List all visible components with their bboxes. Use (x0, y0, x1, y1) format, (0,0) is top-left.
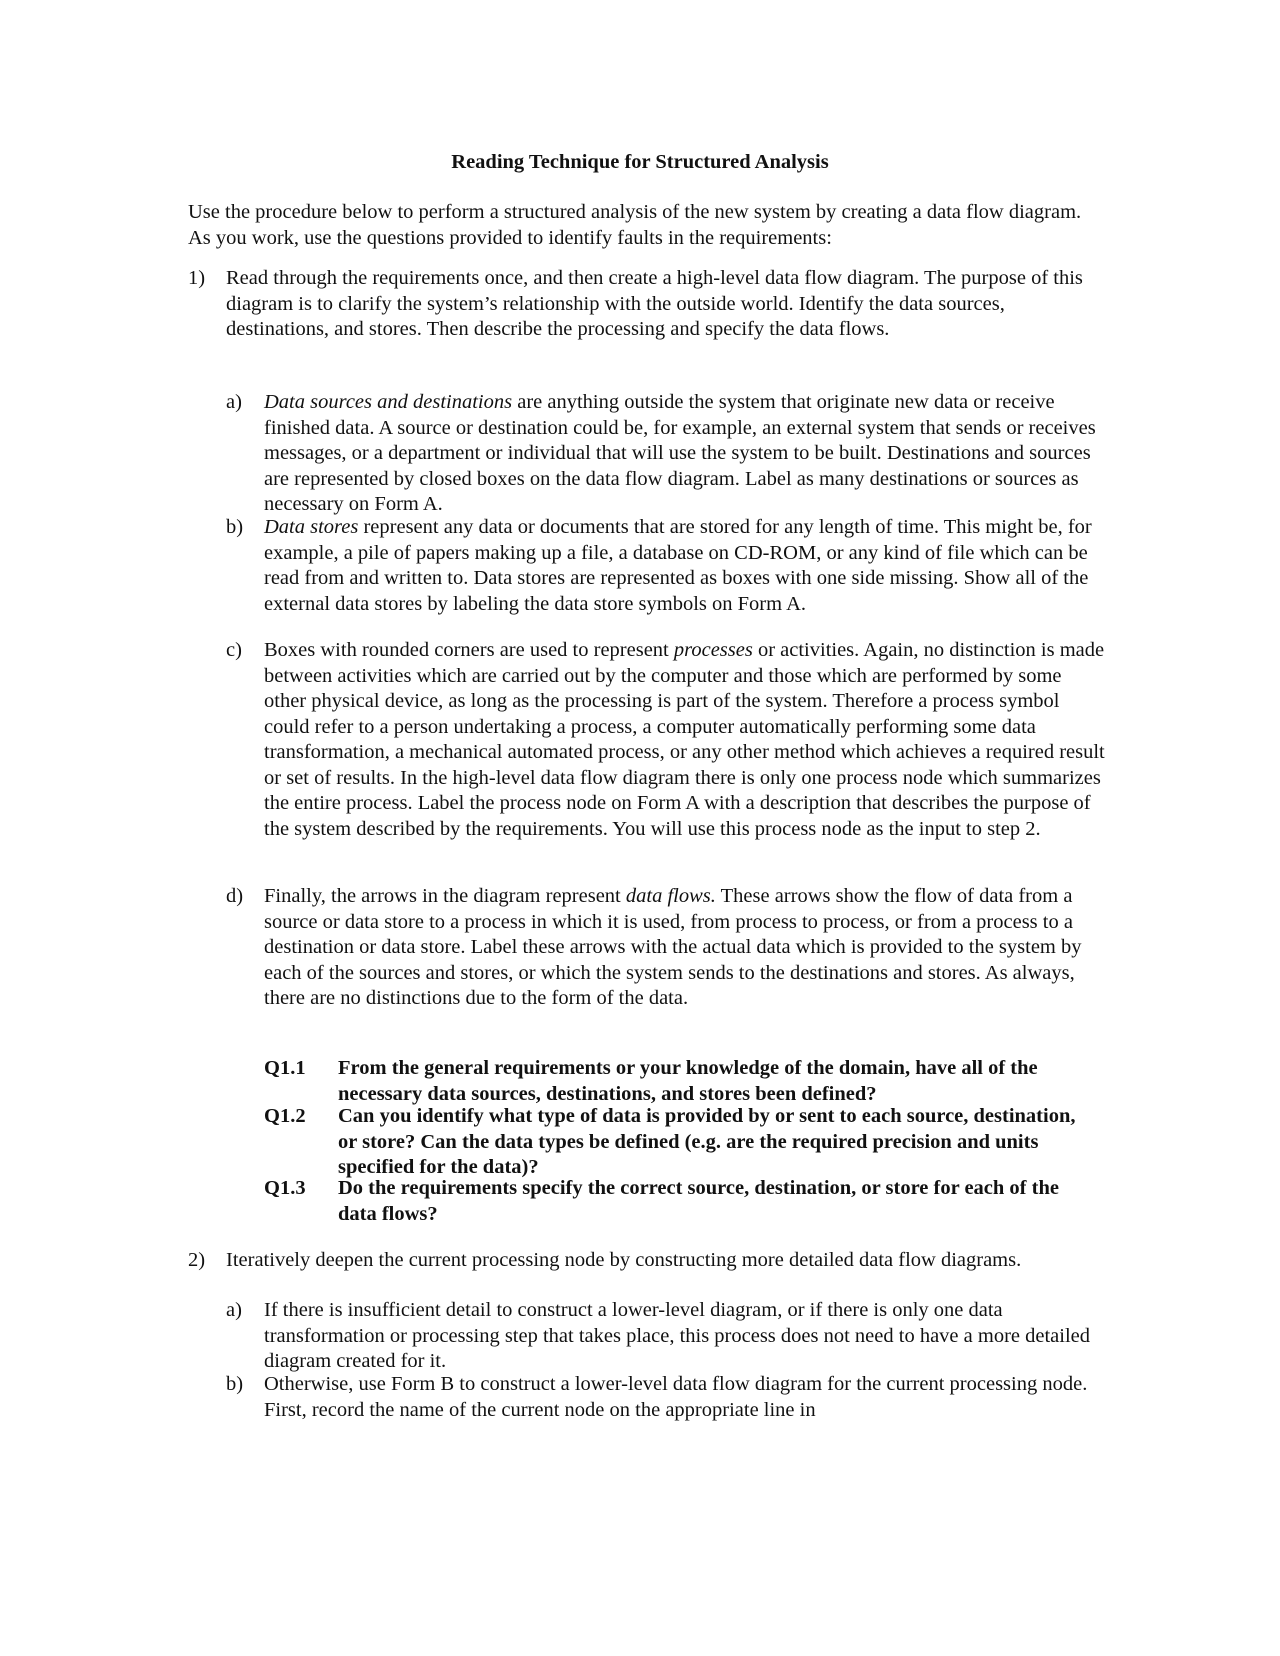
step-1-item-a (226, 390, 1106, 518)
question-text: Do the requirements specify the correct source, destination, or store for each of the data flows? (338, 1177, 1059, 1225)
item-text (264, 390, 1106, 518)
item-text (264, 515, 1106, 617)
item-term: Data stores (264, 516, 359, 538)
page-title: Reading Technique for Structured Analysis (451, 151, 829, 173)
question-q1-1 (264, 1056, 1094, 1107)
step-2 (188, 1248, 1088, 1274)
step-1 (188, 266, 1088, 343)
item-text (264, 638, 1106, 842)
question-text: From the general requirements or your knowledge of the domain, have all of the necessary data sources, destinations, and stores been defined? (338, 1057, 1038, 1105)
step-1-text: Read through the requirements once, and then create a high-level data flow diagram. The purpose of this diagram is to clarify the system’s relationship with the outside world. Identify the data sources, destinations, and stores. Then describe the processing and specify the data flows. (226, 267, 1083, 340)
question-label: Q1.2 (264, 1105, 306, 1127)
item-body-before: Finally, the arrows in the diagram represent (264, 885, 626, 907)
step-2-item-a (226, 1298, 1106, 1375)
item-label: b) (226, 1373, 244, 1395)
item-body-after: These arrows show the flow of data from a source or data store to a process in which it is used, from process to process, or from a process to a destination or data store. Label these arrows with the actual data which is provided to the system by each of the sources and stores, or which the system sends to the destinations and stores. As always, there are no distinctions due to the form of the data. (264, 885, 1082, 1009)
item-body-after: or activities. Again, no distinction is made between activities which are carried out by the computer and those which are performed by some other physical device, as long as the processing is part of the system. Therefore a process symbol could refer to a person undertaking a process, a computer automatically performing some data transformation, a mechanical automated process, or any other method which achieves a required result or set of results. In the high-level data flow diagram there is only one process node which summarizes the entire process. Label the process node on Form A with a description that describes the purpose of the system described by the requirements. You will use this process node as the input to step 2. (264, 639, 1105, 840)
question-q1-3 (264, 1176, 1094, 1227)
item-body: represent any data or documents that are stored for any length of time. This might be, for example, a pile of papers making up a file, a database on CD-ROM, or any kind of file which can be read from and written to. Data stores are represented as boxes with one side missing. Show all of the external data stores by labeling the data store symbols on Form A. (264, 516, 1092, 615)
step-1-item-b (226, 515, 1106, 617)
question-label: Q1.3 (264, 1177, 306, 1199)
step-2-item-b (226, 1372, 1106, 1423)
item-label: d) (226, 885, 244, 907)
item-label: a) (226, 1299, 242, 1321)
item-body: are anything outside the system that originate new data or receive finished data. A source or destination could be, for example, an external system that sends or receives messages, or a department or individual that will use the system to be built. Destinations and sources are represented by closed boxes on the data flow diagram. Label as many destinations or sources as necessary on Form A. (264, 391, 1096, 515)
item-text (264, 884, 1106, 1012)
item-label: c) (226, 639, 242, 661)
question-q1-2 (264, 1104, 1094, 1181)
item-term: data flows. (625, 885, 716, 907)
item-text: If there is insufficient detail to construct a lower-level diagram, or if there is only one data transformation or processing step that takes place, this process does not need to have a more detailed diagram created for it. (264, 1299, 1091, 1372)
step-1-item-d (226, 884, 1106, 1012)
question-label: Q1.1 (264, 1057, 306, 1079)
item-body-before: Boxes with rounded corners are used to represent (264, 639, 674, 661)
item-label: b) (226, 516, 244, 538)
step-1-item-c (226, 638, 1106, 842)
item-term: Data sources and destinations (264, 391, 513, 413)
step-1-number: 1) (188, 267, 206, 289)
step-2-text: Iteratively deepen the current processing node by constructing more detailed data flow diagrams. (226, 1249, 1022, 1271)
item-term: processes (673, 639, 753, 661)
intro-paragraph: Use the procedure below to perform a structured analysis of the new system by creating a data flow diagram. As you work, use the questions provided to identify faults in the requirements: (188, 201, 1082, 249)
item-text: Otherwise, use Form B to construct a lower-level data flow diagram for the current processing node. First, record the name of the current node on the appropriate line in (264, 1373, 1088, 1421)
item-label: a) (226, 391, 242, 413)
question-text: Can you identify what type of data is provided by or sent to each source, destination, or store? Can the data types be defined (e.g. are the required precision and units specified for the data)? (338, 1105, 1076, 1178)
step-2-number: 2) (188, 1249, 206, 1271)
